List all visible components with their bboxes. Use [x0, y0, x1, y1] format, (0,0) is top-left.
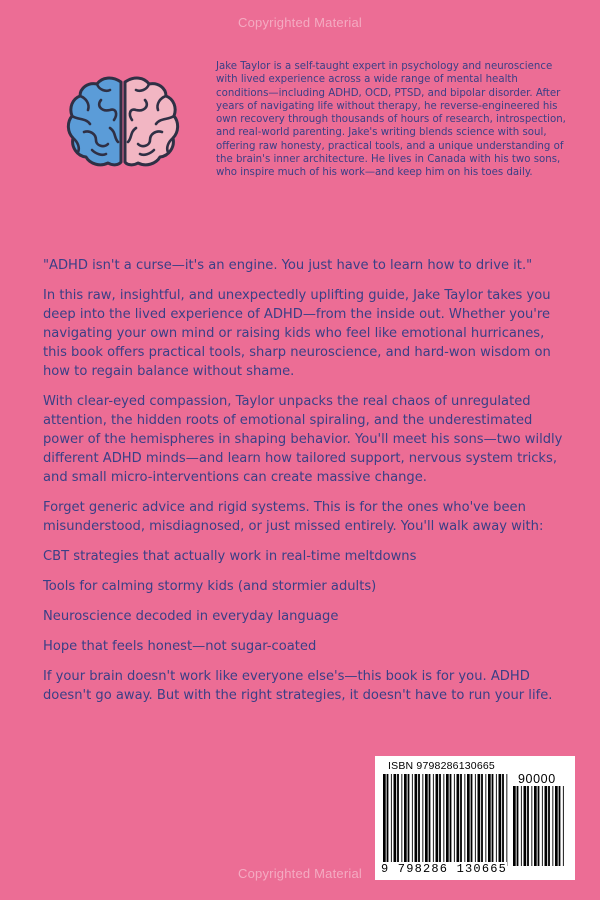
benefit-item: Tools for calming stormy kids (and stormier adults)	[43, 579, 377, 594]
isbn-barcode	[375, 756, 575, 880]
price-barcode-bars	[513, 786, 565, 866]
description-paragraph: Forget generic advice and rigid systems. This is for the ones who've been misunderstood, misdiagnosed, or just missed entirely. You'll walk away with:	[43, 500, 544, 534]
opening-quote: "ADHD isn't a curse—it's an engine. You just have to learn how to drive it."	[43, 258, 533, 273]
copyright-watermark-bottom: Copyrighted Material	[238, 866, 362, 881]
book-description	[43, 256, 568, 716]
closing-paragraph: If your brain doesn't work like everyone else's—this book is for you. ADHD doesn't go away. But with the right strategies, it doesn't have to run your life.	[43, 669, 553, 703]
author-bio-text: Jake Taylor is a self-taught expert in psychology and neuroscience with lived experience across a wide range of mental health conditions—including ADHD, OCD, PTSD, and bipolar disorder. After years of navigating life without therapy, he reverse-engineered his own recovery through thousands of hours of research, introspection, and real-world parenting. Jake's writing blends science with soul, offering raw honesty, practical tools, and a unique understanding of the brain's inner architecture. He lives in Canada with his two sons, who inspire much of his work—and keep him on his toes daily.	[216, 61, 566, 179]
barcode-bars	[383, 774, 509, 866]
benefit-item: Neuroscience decoded in everyday language	[43, 609, 339, 624]
description-paragraph: With clear-eyed compassion, Taylor unpacks the real chaos of unregulated attention, the hidden roots of emotional spiraling, and the underestimated power of the hemispheres in shaping behavior. You'll meet his sons—two wildly different ADHD minds—and learn how tailored support, nervous system tricks, and small micro-interventions can create massive change.	[43, 394, 563, 485]
author-bio	[216, 60, 570, 180]
price-code: 90000	[518, 772, 556, 786]
benefit-item: Hope that feels honest—not sugar-coated	[43, 639, 317, 654]
copyright-watermark-top: Copyrighted Material	[238, 15, 362, 30]
isbn-label: ISBN 9798286130665	[388, 760, 495, 772]
benefit-item: CBT strategies that actually work in real-time meltdowns	[43, 549, 417, 564]
brain-icon	[66, 76, 180, 168]
barcode-digits: 9 798286 130665	[381, 862, 508, 876]
description-paragraph: In this raw, insightful, and unexpectedly uplifting guide, Jake Taylor takes you deep into the lived experience of ADHD—from the inside out. Whether you're navigating your own mind or raising kids who feel like emotional hurricanes, this book offers practical tools, sharp neuroscience, and hard-won wisdom on how to regain balance without shame.	[43, 288, 551, 379]
